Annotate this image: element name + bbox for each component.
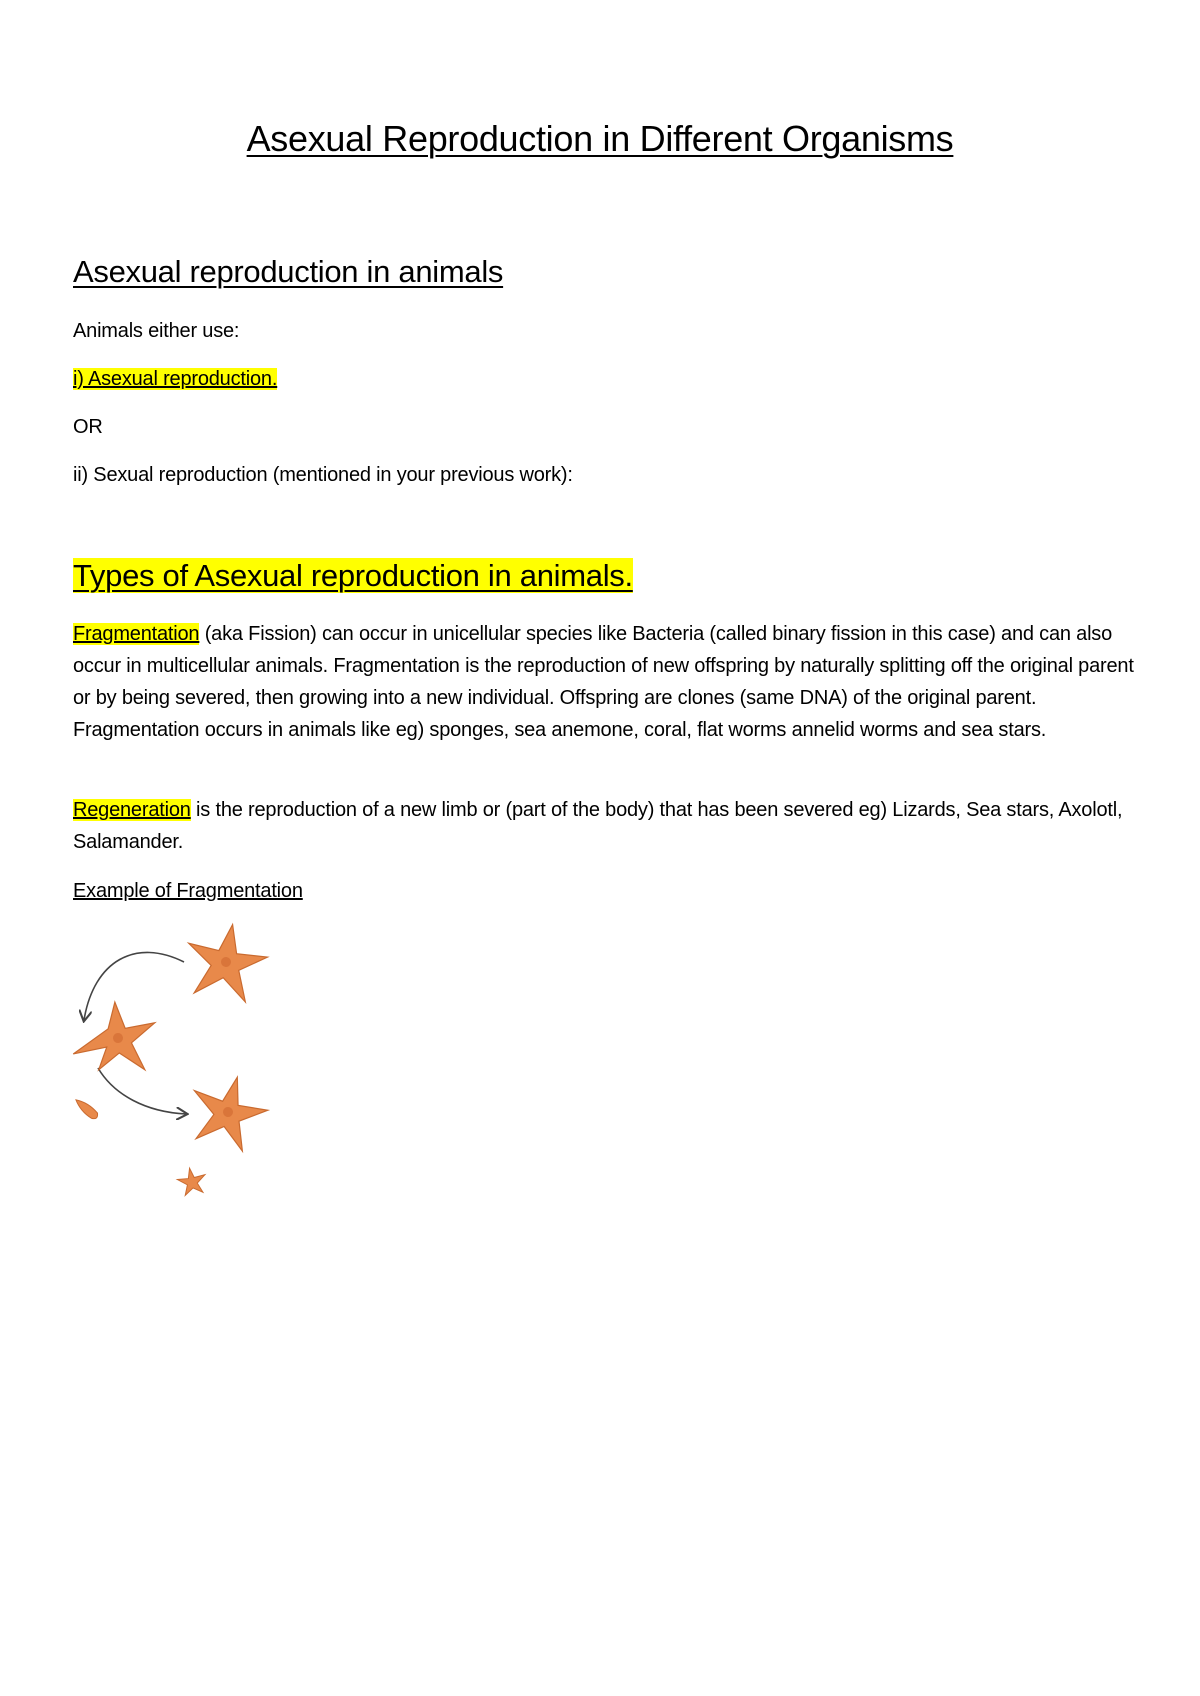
curved-arrow-icon [98,1068,186,1114]
or-text: OR [73,416,103,438]
option-asexual [73,368,277,391]
starfish-icon [180,920,272,1004]
fragmentation-term: Fragmentation [73,623,200,645]
regeneration-text: is the reproduction of a new limb or (part of the body) that has been severed eg) Lizards, Sea stars, Axolotl, Salamander. [73,799,1123,853]
page-title: Asexual Reproduction in Different Organisms [246,118,954,159]
starfish-icon [69,999,159,1076]
section-heading-types [73,558,633,594]
fragmentation-paragraph [73,618,1138,746]
intro-text: Animals either use: [73,320,240,342]
starfish-fragment-icon [74,1095,99,1122]
section-heading-types-label: Types of Asexual reproduction in animals. [73,558,633,593]
fragmentation-figure [66,920,306,1200]
fragmentation-text: (aka Fission) can occur in unicellular species like Bacteria (called binary fission in this case) and can also occur in multicellular animals. Fragmentation is the reproduction of new offspring by naturally splitting off the original parent or by being severed, then growing into a new individual. Offspring are clones (same DNA) of the original parent. Fragmentation occurs in animals like eg) sponges, sea anemone, coral, flat worms annelid worms and sea stars. [73,623,1134,741]
option-asexual-label: i) Asexual reproduction. [73,368,278,390]
curved-arrow-icon [84,952,184,1020]
starfish-fragment-icon [176,1166,208,1196]
starfish-icon [182,1067,274,1154]
section-heading-asexual-animals: Asexual reproduction in animals [73,254,504,289]
figure-caption: Example of Fragmentation [73,880,303,902]
regeneration-paragraph [73,794,1138,858]
option-sexual: ii) Sexual reproduction (mentioned in your previous work): [73,464,573,486]
regeneration-term: Regeneration [73,799,191,821]
